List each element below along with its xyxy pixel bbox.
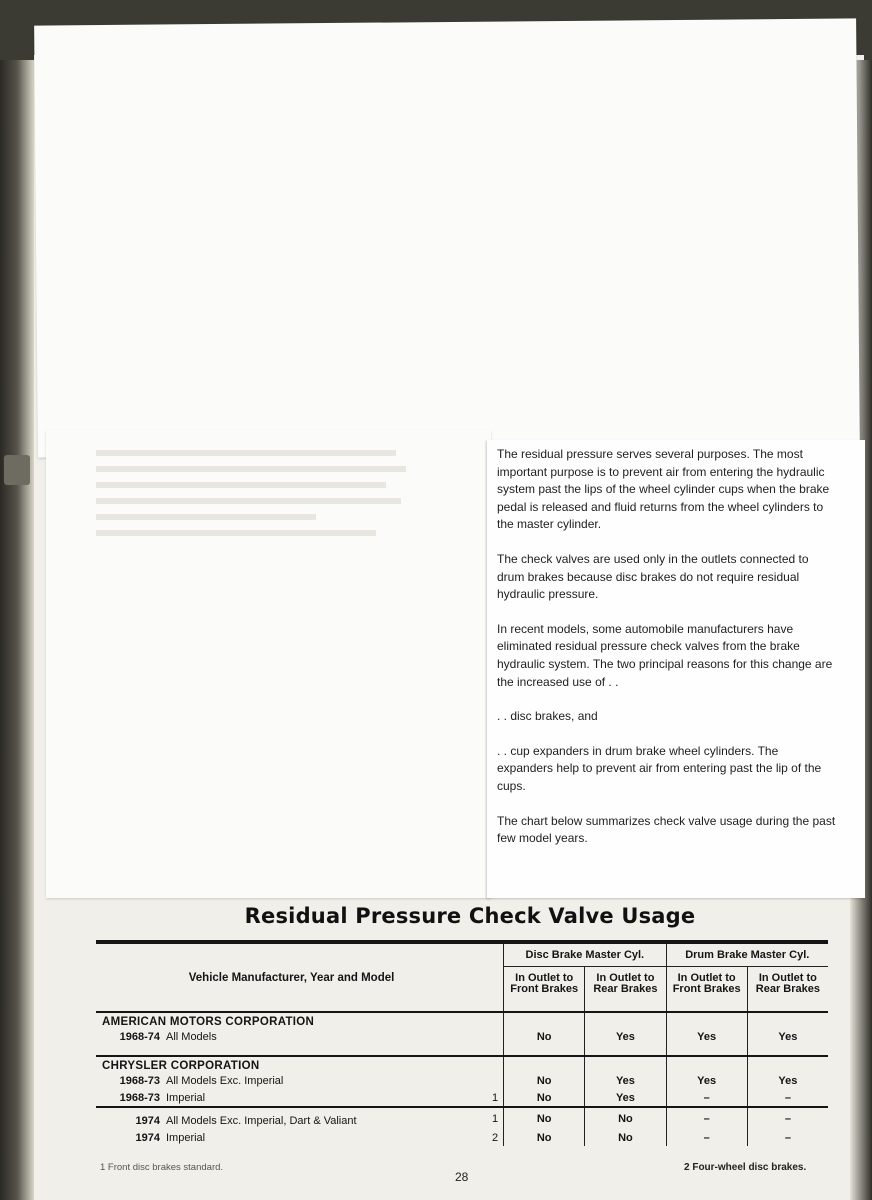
cell-value: Yes [585, 1028, 666, 1045]
row-year: 1968-73 [119, 1091, 160, 1104]
ghost-text-lines [96, 450, 426, 546]
cell-value: No [504, 1028, 585, 1045]
cell-value: – [666, 1107, 747, 1129]
footnote-ref: 1 [492, 1091, 499, 1104]
cell-value: – [747, 1089, 828, 1107]
row-model: All Models Exc. Imperial [166, 1074, 284, 1087]
row-model: All Models [166, 1030, 217, 1043]
table-row [96, 1089, 828, 1107]
paste-over-sheet-left [46, 430, 491, 898]
page-number: 28 [455, 1170, 469, 1184]
row-year: 1974 [135, 1131, 160, 1144]
footnote-ref: 1 [487, 1107, 504, 1129]
footnote-2: 2 Four-wheel disc brakes. [684, 1162, 807, 1173]
section-name: AMERICAN MOTORS CORPORATION [96, 1012, 487, 1028]
cell-value: Yes [747, 1028, 828, 1045]
group-header-drum: Drum Brake Master Cyl. [666, 944, 828, 967]
cell-value: No [585, 1107, 666, 1129]
row-model: Imperial [166, 1091, 206, 1104]
subheader-disc-front: In Outlet to Front Brakes [504, 967, 585, 1013]
cell-value: No [504, 1129, 585, 1146]
cell-value: – [747, 1107, 828, 1129]
cell-value: No [585, 1129, 666, 1146]
cell-value: – [666, 1089, 747, 1107]
cell-value: Yes [585, 1089, 666, 1107]
paragraph-cup-expanders: . . cup expanders in drum brake wheel cylinders. The expanders help to prevent air from entering past the lip of the cups. [497, 743, 822, 793]
check-valve-table [96, 944, 828, 1146]
paragraph-recent-models: In recent models, some automobile manufacturers have eliminated residual pressure check valves from the brake hydraulic system. The two principal reasons for this change are the increased use of . . [497, 621, 833, 689]
paragraph-chart-intro: The chart below summarizes check valve usage during the past few model years. [497, 813, 836, 846]
subheader-drum-rear: In Outlet to Rear Brakes [747, 967, 828, 1013]
paragraph-disc-brakes: . . disc brakes, and [497, 709, 598, 724]
table-row [96, 1107, 828, 1129]
label-header: Vehicle Manufacturer, Year and Model [188, 971, 395, 984]
table-row [96, 1072, 828, 1089]
section-name: CHRYSLER CORPORATION [96, 1056, 487, 1072]
table-row [96, 1028, 828, 1045]
row-year: 1968-74 [119, 1030, 160, 1043]
table-title: Residual Pressure Check Valve Usage [244, 904, 696, 928]
cell-value: – [666, 1129, 747, 1146]
footnote-1: 1 Front disc brakes standard. [100, 1162, 224, 1173]
cell-value: Yes [666, 1072, 747, 1089]
cell-value: No [504, 1107, 585, 1129]
subheader-disc-rear: In Outlet to Rear Brakes [585, 967, 666, 1013]
binder-edge [0, 60, 34, 1200]
row-year: 1974 [135, 1114, 160, 1127]
cell-value: Yes [585, 1072, 666, 1089]
row-year: 1968-73 [119, 1074, 160, 1087]
table-row [96, 1129, 828, 1146]
cell-value: Yes [666, 1028, 747, 1045]
body-text [497, 446, 837, 865]
group-header-disc: Disc Brake Master Cyl. [504, 944, 666, 967]
cell-value: No [504, 1072, 585, 1089]
paste-over-sheet-top [34, 18, 860, 457]
subheader-drum-front: In Outlet to Front Brakes [666, 967, 747, 1013]
row-model: Imperial [166, 1131, 206, 1144]
row-model: All Models Exc. Imperial, Dart & Valiant [166, 1114, 357, 1127]
paragraph-purpose: The residual pressure serves several purposes. The most important purpose is to prevent air from entering the hydraulic system past the lips of the wheel cylinder cups when the brake pedal is released and fluid returns from the wheel cylinders to the master cylinder. [497, 447, 830, 532]
binder-ring [4, 455, 30, 485]
footnote-ref: 2 [492, 1131, 499, 1144]
cell-value: – [747, 1129, 828, 1146]
cell-value: Yes [747, 1072, 828, 1089]
paragraph-check-valves: The check valves are used only in the outlets connected to drum brakes because disc brakes do not require residual hydraulic pressure. [497, 551, 809, 602]
cell-value: No [504, 1089, 585, 1107]
